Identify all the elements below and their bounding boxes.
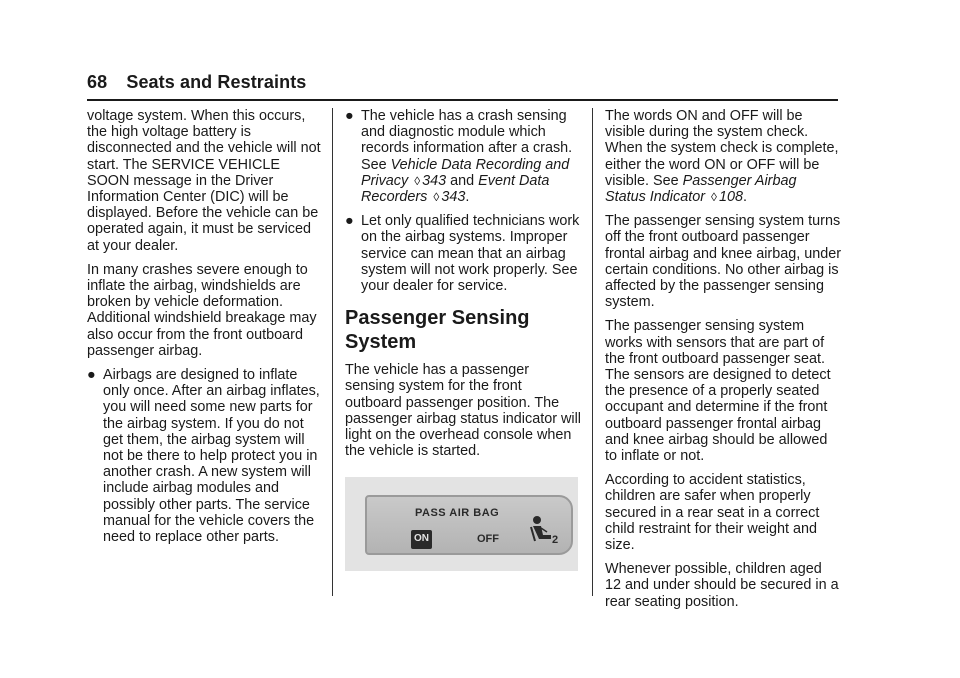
- cross-reference-link[interactable]: Vehicle Data Recording and Privacy: [361, 156, 570, 189]
- indicator-illustration: [345, 477, 578, 571]
- paragraph: According to accident statistics, children are safer when properly secured in a rear seat in a correct child restraint for their weight and size.: [605, 472, 820, 554]
- paragraph: In many crashes severe enough to inflate the airbag, windshields are broken by vehicle deformation. Additional windshield breakage may also occur from the front outboard passenger airbag.: [87, 261, 317, 359]
- column-divider-left: [332, 108, 333, 596]
- column-divider-right: [592, 108, 593, 596]
- seat-number-label: 2: [552, 534, 559, 546]
- paragraph: The passenger sensing system works with sensors that are part of the front outboard passenger seat. The sensors are designed to detect the presence of a properly seated occupant and determine if the front outboard passenger frontal airbag and knee airbag should be allowed to inflate or not.: [605, 318, 831, 465]
- bullet-item: [345, 213, 581, 294]
- page-ref-icon: ◊: [711, 190, 717, 205]
- bullet-icon: ●: [87, 367, 96, 384]
- column-right: [605, 108, 841, 618]
- bullet-icon: ●: [345, 108, 354, 124]
- paragraph: Whenever possible, children aged 12 and under should be secured in a rear seating position.: [605, 561, 839, 610]
- page-ref-icon: ◊: [433, 190, 440, 205]
- paragraph: The words ON and OFF will be visible during the system check. When the system check is complete, either the word ON or OFF will be visible. See Passenger Airbag Status Indicator ◊ 108.: [605, 108, 839, 206]
- section-title: Seats and Restraints: [126, 72, 307, 92]
- page-ref-number[interactable]: 343: [422, 172, 447, 189]
- bullet-text: Let only qualified technicians work on the airbag systems. Improper service can mean that an airbag system will not work properly. See your dealer for service.: [361, 213, 580, 295]
- bullet-text: The vehicle has a crash sensing and diagnostic module which records information after a crash. See: [361, 108, 573, 173]
- airbag-status-panel: [365, 495, 573, 555]
- paragraph: The vehicle has a passenger sensing system for the front outboard passenger position. The passenger airbag status indicator will light on the overhead console when the vehicle is started.: [345, 362, 581, 460]
- page-number: 68: [87, 72, 108, 92]
- bullet-text: Airbags are designed to inflate only once. After an airbag inflates, you will need some new parts for the airbag system. If you do not get them, the airbag system will not be there to help protect you in another crash. A new system will include airbag modules and possibly other parts. The service manual for the vehicle covers the need to replace other parts.: [103, 367, 320, 546]
- cross-reference-link[interactable]: Passenger Airbag Status Indicator: [605, 172, 797, 206]
- bullet-item: [87, 367, 323, 545]
- cross-reference-link[interactable]: Event Data Recorders: [361, 172, 550, 206]
- panel-off-label: OFF: [477, 533, 499, 546]
- panel-on-label: ON: [411, 530, 432, 548]
- column-left: [87, 108, 323, 553]
- paragraph-text: The words ON and OFF will be visible during the system check. When the system check is complete, either the word ON or OFF will be visible. See: [605, 108, 839, 189]
- paragraph: voltage system. When this occurs, the high voltage battery is disconnected and the vehicle will not start. The SERVICE VEHICLE SOON message in the Driver Information Center (DIC) will be displayed. Before the vehicle can be operated again, it must be serviced at your dealer.: [87, 108, 321, 254]
- section-heading: Passenger Sensing System: [345, 307, 530, 354]
- page-ref-number[interactable]: 108: [718, 189, 743, 206]
- panel-title: PASS AIR BAG: [415, 507, 500, 520]
- paragraph: The passenger sensing system turns off the front outboard passenger frontal airbag and knee airbag, under certain conditions. No other airbag is affected by the passenger sensing system.: [605, 213, 842, 311]
- header-rule: [87, 99, 838, 101]
- page-header: [87, 72, 306, 93]
- page-ref-number[interactable]: 343: [441, 189, 466, 206]
- conjunction-text: and: [450, 172, 475, 189]
- bullet-item: ● The vehicle has a crash sensing and diagnostic module which records information after a crash. See Vehicle Data Recording and Privacy ◊ 343 and Event Data Recorders ◊ 343.: [345, 108, 573, 206]
- bullet-icon: ●: [345, 213, 354, 230]
- seated-passenger-icon: [527, 515, 563, 545]
- page-ref-icon: ◊: [414, 173, 421, 188]
- column-middle: [345, 108, 581, 571]
